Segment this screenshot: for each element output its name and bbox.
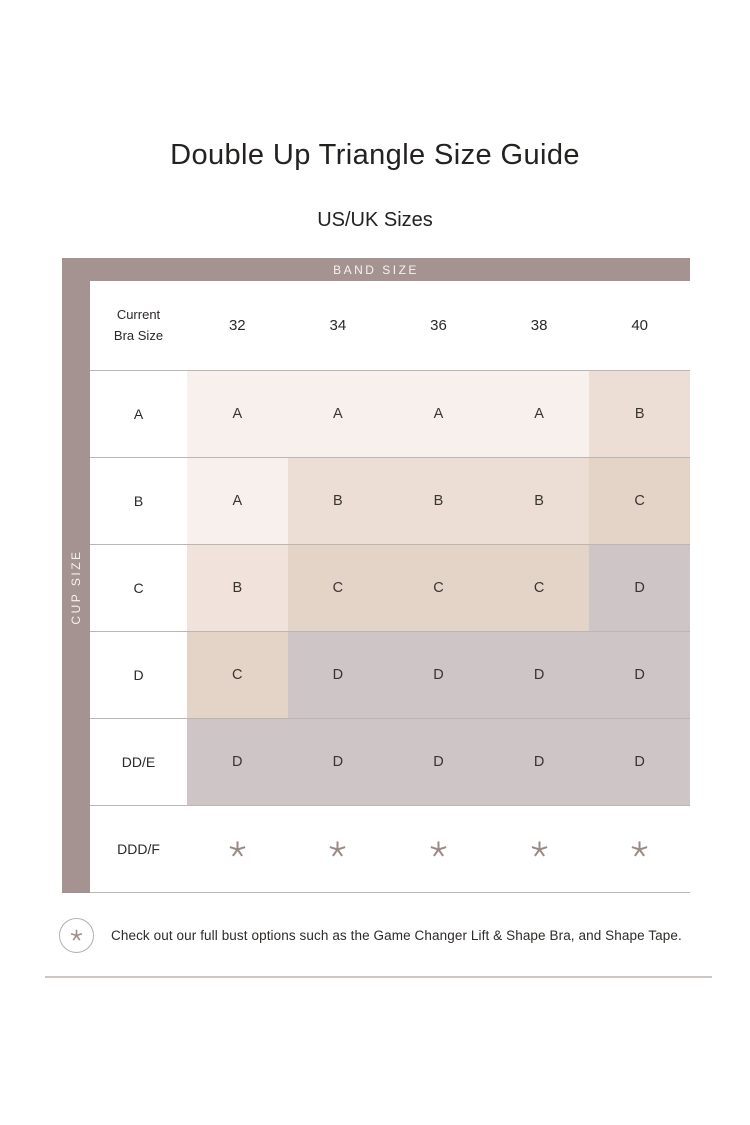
- star-icon: [59, 918, 94, 953]
- recommended-size-cell: B: [589, 371, 690, 457]
- recommended-size-cell: C: [589, 458, 690, 544]
- table-row: [90, 370, 690, 457]
- footnote-text: Check out our full bust options such as the Game Changer Lift & Shape Bra, and Shape Tape.: [111, 928, 682, 943]
- recommended-size-cell: A: [489, 371, 590, 457]
- recommended-size-cell: D: [187, 719, 288, 805]
- recommended-size-cell: B: [187, 545, 288, 631]
- recommended-size-cell: C: [388, 545, 489, 631]
- table-row: [90, 718, 690, 805]
- bottom-divider: [45, 976, 712, 978]
- cup-size-label: DD/E: [90, 719, 187, 805]
- footnote: [59, 918, 719, 953]
- recommended-size-star-icon: [187, 806, 288, 892]
- band-size-header: 36: [430, 317, 447, 334]
- recommended-size-cell: B: [288, 458, 389, 544]
- recommended-size-cell: A: [388, 371, 489, 457]
- recommended-size-cell: D: [589, 632, 690, 718]
- recommended-size-cell: D: [589, 545, 690, 631]
- recommended-size-cell: D: [288, 719, 389, 805]
- table-row: [90, 805, 690, 892]
- recommended-size-cell: D: [388, 719, 489, 805]
- size-table-body: [62, 281, 690, 893]
- recommended-size-cell: D: [288, 632, 389, 718]
- cup-size-label: D: [90, 632, 187, 718]
- recommended-size-cell: A: [288, 371, 389, 457]
- band-size-header: 40: [631, 317, 649, 334]
- recommended-size-cell: A: [187, 371, 288, 457]
- table-header-row: [90, 281, 690, 370]
- table-row: [90, 457, 690, 544]
- cup-size-axis-bar: [62, 281, 90, 893]
- size-guide-table: [62, 258, 690, 893]
- page-title: Double Up Triangle Size Guide: [170, 139, 580, 171]
- band-size-header: 38: [530, 317, 548, 334]
- recommended-size-star-icon: [489, 806, 590, 892]
- size-grid: [90, 281, 690, 893]
- recommended-size-cell: C: [288, 545, 389, 631]
- recommended-size-star-icon: [388, 806, 489, 892]
- band-size-axis-label: BAND SIZE: [333, 262, 419, 277]
- recommended-size-star-icon: [589, 806, 690, 892]
- table-row: [90, 631, 690, 718]
- cup-size-axis-label: CUP SIZE: [69, 549, 83, 625]
- corner-header: Current Bra Size: [90, 281, 187, 370]
- cup-size-label: B: [90, 458, 187, 544]
- recommended-size-cell: B: [489, 458, 590, 544]
- recommended-size-star-icon: [288, 806, 389, 892]
- band-size-axis-bar: [62, 258, 690, 281]
- recommended-size-cell: C: [187, 632, 288, 718]
- page-subtitle: US/UK Sizes: [317, 209, 433, 231]
- band-size-header: 32: [228, 317, 246, 334]
- band-size-header: 34: [329, 317, 347, 334]
- cup-size-label: A: [90, 371, 187, 457]
- recommended-size-cell: A: [187, 458, 288, 544]
- table-row: [90, 544, 690, 631]
- recommended-size-cell: D: [589, 719, 690, 805]
- recommended-size-cell: D: [388, 632, 489, 718]
- cup-size-label: DDD/F: [90, 806, 187, 892]
- recommended-size-cell: B: [388, 458, 489, 544]
- recommended-size-cell: C: [489, 545, 590, 631]
- recommended-size-cell: D: [489, 719, 590, 805]
- recommended-size-cell: D: [489, 632, 590, 718]
- cup-size-label: C: [90, 545, 187, 631]
